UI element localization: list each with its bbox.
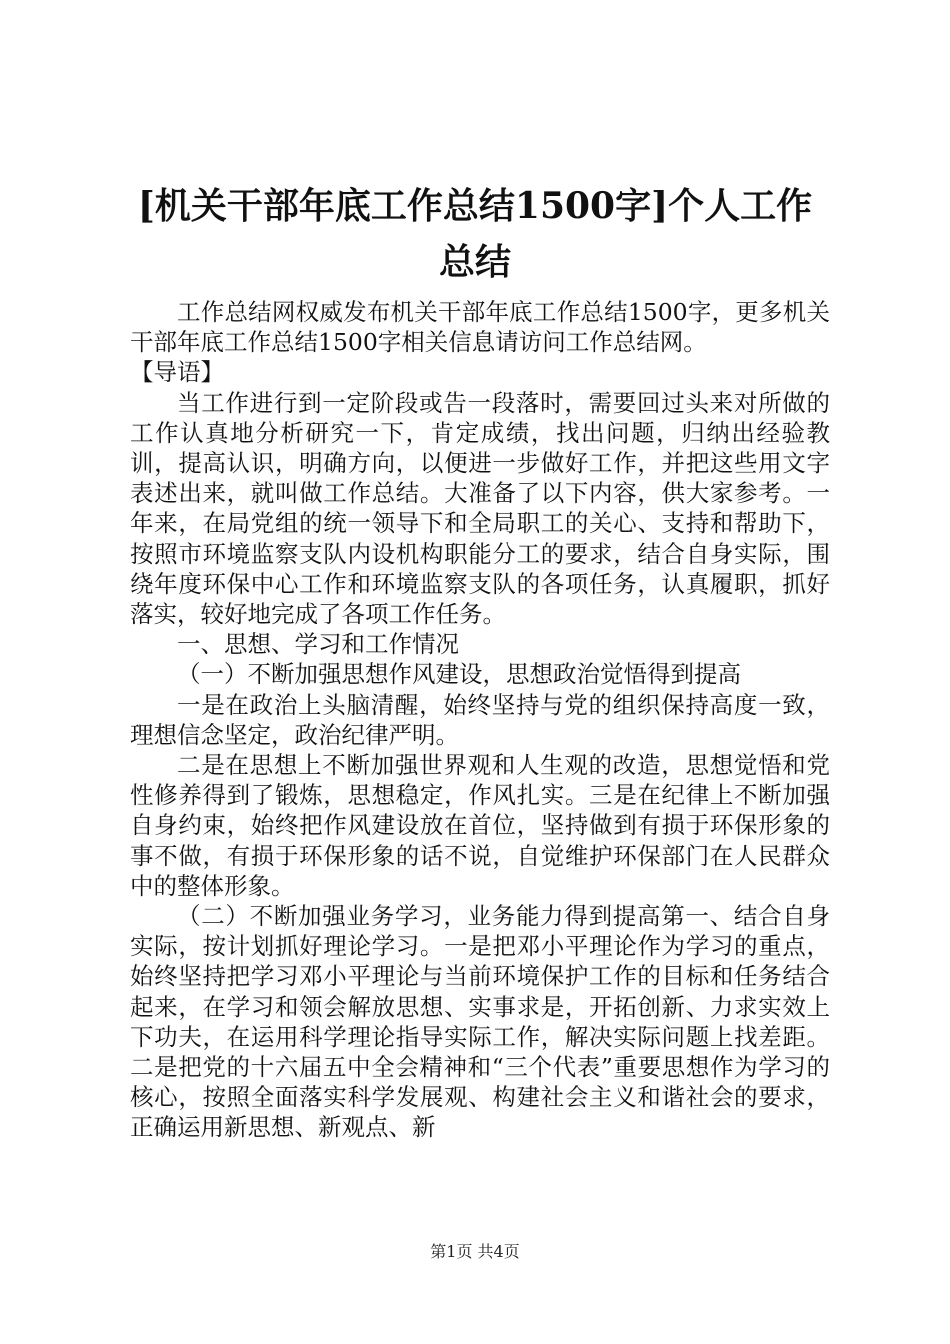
document-body xyxy=(130,297,830,1143)
body-paragraph: 当工作进行到一定阶段或告一段落时，需要回过头来对所做的工作认真地分析研究一下，肯定成绩，找出问题，归纳出经验教训，提高认识，明确方向，以便进一步做好工作，并把这些用文字表述出来，就叫做工作总结。大准备了以下内容，供大家参考。一年来，在局党组的统一领导下和全局职工的关心、支持和帮助下，按照市环境监察支队内设机构职能分工的要求，结合自身实际，围绕年度环保中心工作和环境监察支队的各项任务，认真履职，抓好落实，较好地完成了各项工作任务。 xyxy=(130,388,830,629)
body-paragraph: 一、思想、学习和工作情况 xyxy=(177,630,459,659)
body-paragraph: 二是在思想上不断加强世界观和人生观的改造，思想觉悟和党性修养得到了锻炼，思想稳定，作风扎实。三是在纪律上不断加强自身约束，始终把作风建设放在首位，坚持做到有损于环保形象的事不做，有损于环保形象的话不说，自觉维护环保部门在人民群众中的整体形象。 xyxy=(130,751,830,900)
body-paragraph: 工作总结网权威发布机关干部年底工作总结1500字，更多机关干部年底工作总结1500字相关信息请访问工作总结网。 xyxy=(130,298,830,357)
page-footer: 第1页 共4页 xyxy=(430,1242,520,1261)
body-paragraph: 一是在政治上头脑清醒，始终坚持与党的组织保持高度一致，理想信念坚定，政治纪律严明。 xyxy=(130,690,830,749)
document-title: [机关干部年底工作总结1500字]个人工作总结 xyxy=(137,185,813,283)
body-paragraph: 【导语】 xyxy=(130,358,224,387)
body-paragraph: （一）不断加强思想作风建设，思想政治觉悟得到提高 xyxy=(177,660,741,689)
body-paragraph: （二）不断加强业务学习，业务能力得到提高第一、结合自身实际，按计划抓好理论学习。一是把邓小平理论作为学习的重点，始终坚持把学习邓小平理论与当前环境保护工作的目标和任务结合起来，在学习和领会解放思想、实事求是，开拓创新、力求实效上下功夫，在运用科学理论指导实际工作，解决实际问题上找差距。二是把党的十六届五中全会精神和“三个代表”重要思想作为学习的核心，按照全面落实科学发展观、构建社会主义和谐社会的要求，正确运用新思想、新观点、新 xyxy=(130,902,830,1142)
